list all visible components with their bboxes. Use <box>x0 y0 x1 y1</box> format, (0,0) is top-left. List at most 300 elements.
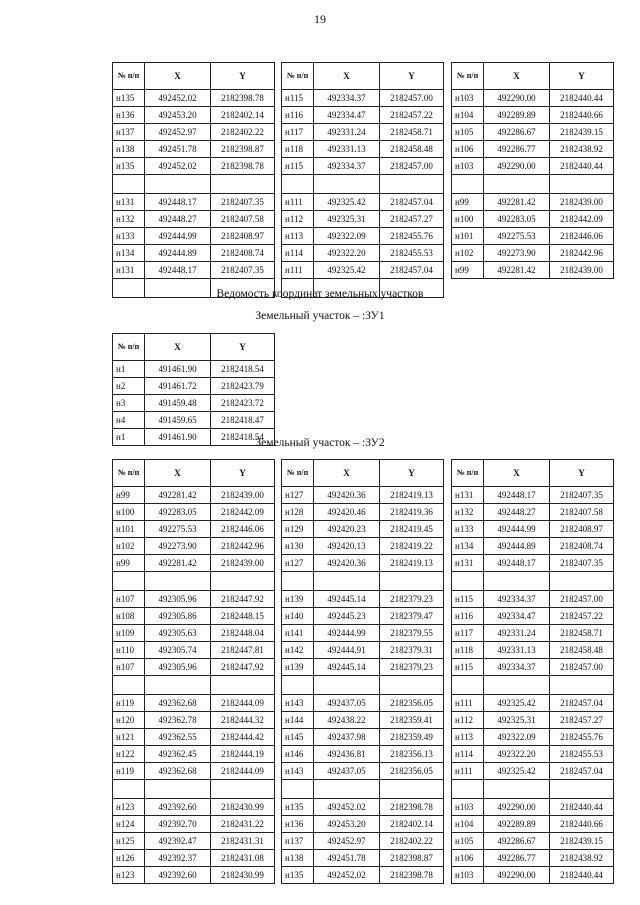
x-coordinate-cell: 492289.89 <box>484 107 550 124</box>
y-coordinate-cell: 2182407.58 <box>550 504 614 521</box>
table-row <box>113 799 275 816</box>
x-coordinate-cell: 492448.27 <box>484 504 550 521</box>
table-row <box>113 245 275 262</box>
y-coordinate-cell: 2182423.79 <box>211 378 275 395</box>
column-header-y: Y <box>211 460 275 487</box>
point-number-cell <box>282 676 314 695</box>
table-row <box>113 158 275 175</box>
x-coordinate-cell: 492331.13 <box>314 141 380 158</box>
table-row <box>113 228 275 245</box>
point-number-cell: н104 <box>452 816 484 833</box>
x-coordinate-cell: 492286.67 <box>484 124 550 141</box>
x-coordinate-cell: 492420.36 <box>314 487 380 504</box>
point-number-cell: н119 <box>113 695 145 712</box>
point-number-cell: н100 <box>113 504 145 521</box>
column-header-x: X <box>484 63 550 90</box>
x-coordinate-cell <box>314 780 380 799</box>
point-number-cell <box>282 780 314 799</box>
table-row <box>282 850 444 867</box>
x-coordinate-cell: 492448.17 <box>145 262 211 279</box>
point-number-cell: н116 <box>282 107 314 124</box>
table-row <box>113 107 275 124</box>
table-row <box>113 262 275 279</box>
table-row <box>452 245 614 262</box>
y-coordinate-cell <box>550 780 614 799</box>
x-coordinate-cell: 492289.89 <box>484 816 550 833</box>
table-row <box>452 141 614 158</box>
point-number-cell: н144 <box>282 712 314 729</box>
table-row <box>452 538 614 555</box>
x-coordinate-cell <box>484 175 550 194</box>
point-number-cell <box>113 676 145 695</box>
point-number-cell: н126 <box>113 850 145 867</box>
y-coordinate-cell: 2182408.97 <box>550 521 614 538</box>
y-coordinate-cell: 2182408.97 <box>211 228 275 245</box>
point-number-cell: н131 <box>113 262 145 279</box>
x-coordinate-cell: 492334.37 <box>314 90 380 107</box>
x-coordinate-cell: 492451.78 <box>314 850 380 867</box>
point-number-cell: н113 <box>452 729 484 746</box>
x-coordinate-cell: 492362.68 <box>145 763 211 780</box>
table-row-separator <box>452 572 614 591</box>
point-number-cell: н4 <box>113 412 145 429</box>
x-coordinate-cell: 492437.98 <box>314 729 380 746</box>
table-row <box>282 158 444 175</box>
table-row <box>113 141 275 158</box>
y-coordinate-cell: 2182379.23 <box>380 591 444 608</box>
x-coordinate-cell: 492362.68 <box>145 695 211 712</box>
point-number-cell: н100 <box>452 211 484 228</box>
point-number-cell: н99 <box>452 262 484 279</box>
table-row <box>452 867 614 884</box>
y-coordinate-cell: 2182408.74 <box>550 538 614 555</box>
table-row <box>282 608 444 625</box>
point-number-cell: н124 <box>113 816 145 833</box>
table-row <box>282 194 444 211</box>
x-coordinate-cell: 492438.22 <box>314 712 380 729</box>
x-coordinate-cell <box>145 175 211 194</box>
x-coordinate-cell: 492281.42 <box>145 487 211 504</box>
x-coordinate-cell: 492322.09 <box>484 729 550 746</box>
point-number-cell: н145 <box>282 729 314 746</box>
x-coordinate-cell: 492281.42 <box>484 194 550 211</box>
point-number-cell: н103 <box>452 867 484 884</box>
point-number-cell: н111 <box>282 194 314 211</box>
y-coordinate-cell: 2182447.92 <box>211 591 275 608</box>
table-row <box>452 107 614 124</box>
table-row <box>113 194 275 211</box>
table-row <box>452 695 614 712</box>
point-number-cell: н102 <box>452 245 484 262</box>
table-row-separator <box>113 676 275 695</box>
x-coordinate-cell: 492305.96 <box>145 591 211 608</box>
y-coordinate-cell: 2182440.44 <box>550 867 614 884</box>
y-coordinate-cell: 2182379.31 <box>380 642 444 659</box>
y-coordinate-cell: 2182419.13 <box>380 487 444 504</box>
point-number-cell: н99 <box>452 194 484 211</box>
point-number-cell: н131 <box>452 555 484 572</box>
table-row <box>282 695 444 712</box>
y-coordinate-cell: 2182440.44 <box>550 90 614 107</box>
x-coordinate-cell: 491461.72 <box>145 378 211 395</box>
y-coordinate-cell: 2182439.15 <box>550 124 614 141</box>
x-coordinate-cell: 492448.27 <box>145 211 211 228</box>
y-coordinate-cell: 2182418.54 <box>211 429 275 446</box>
y-coordinate-cell: 2182408.74 <box>211 245 275 262</box>
x-coordinate-cell: 492451.78 <box>145 141 211 158</box>
x-coordinate-cell: 492362.78 <box>145 712 211 729</box>
column-header-x: X <box>314 460 380 487</box>
table-row <box>113 659 275 676</box>
x-coordinate-cell: 492452.02 <box>145 90 211 107</box>
table-row <box>113 850 275 867</box>
y-coordinate-cell <box>550 676 614 695</box>
x-coordinate-cell: 492305.86 <box>145 608 211 625</box>
x-coordinate-cell: 492445.14 <box>314 659 380 676</box>
point-number-cell: н117 <box>282 124 314 141</box>
column-header-y: Y <box>380 460 444 487</box>
x-coordinate-cell: 492452.97 <box>314 833 380 850</box>
table-row <box>452 729 614 746</box>
x-coordinate-cell: 492281.42 <box>145 555 211 572</box>
x-coordinate-cell: 491459.65 <box>145 412 211 429</box>
table-row <box>113 729 275 746</box>
y-coordinate-cell: 2182444.09 <box>211 695 275 712</box>
y-coordinate-cell: 2182440.44 <box>550 799 614 816</box>
y-coordinate-cell: 2182379.47 <box>380 608 444 625</box>
x-coordinate-cell: 492392.60 <box>145 867 211 884</box>
x-coordinate-cell: 492448.17 <box>484 487 550 504</box>
table-row <box>113 361 275 378</box>
y-coordinate-cell: 2182379.55 <box>380 625 444 642</box>
table-row <box>452 504 614 521</box>
y-coordinate-cell: 2182457.04 <box>550 695 614 712</box>
y-coordinate-cell: 2182439.00 <box>211 487 275 504</box>
x-coordinate-cell: 492362.55 <box>145 729 211 746</box>
point-number-cell: н134 <box>452 538 484 555</box>
table-row <box>113 90 275 107</box>
table-row <box>452 521 614 538</box>
point-number-cell: н133 <box>113 228 145 245</box>
point-number-cell: н114 <box>282 245 314 262</box>
table-row <box>282 833 444 850</box>
x-coordinate-cell <box>484 676 550 695</box>
column-header-x: X <box>145 63 211 90</box>
table-row-separator <box>282 572 444 591</box>
x-coordinate-cell: 492452.02 <box>314 799 380 816</box>
y-coordinate-cell: 2182430.99 <box>211 799 275 816</box>
point-number-cell: н110 <box>113 642 145 659</box>
x-coordinate-cell: 492290.00 <box>484 158 550 175</box>
table-row <box>282 487 444 504</box>
point-number-cell: н103 <box>452 90 484 107</box>
y-coordinate-cell: 2182407.35 <box>211 262 275 279</box>
point-number-cell: н105 <box>452 833 484 850</box>
y-coordinate-cell: 2182419.45 <box>380 521 444 538</box>
table-row <box>282 124 444 141</box>
point-number-cell: н106 <box>452 141 484 158</box>
x-coordinate-cell: 492445.14 <box>314 591 380 608</box>
y-coordinate-cell: 2182447.92 <box>211 659 275 676</box>
x-coordinate-cell: 492392.37 <box>145 850 211 867</box>
table-row <box>282 799 444 816</box>
x-coordinate-cell: 491461.90 <box>145 429 211 446</box>
y-coordinate-cell: 2182440.44 <box>550 158 614 175</box>
point-number-cell: н135 <box>282 867 314 884</box>
coord-table-zu2-2 <box>281 459 444 884</box>
point-number-cell: н120 <box>113 712 145 729</box>
column-header-x: X <box>145 334 211 361</box>
y-coordinate-cell: 2182458.48 <box>550 642 614 659</box>
point-number-cell: н111 <box>282 262 314 279</box>
y-coordinate-cell: 2182402.22 <box>380 833 444 850</box>
y-coordinate-cell: 2182457.27 <box>380 211 444 228</box>
table-row <box>452 850 614 867</box>
table-row <box>113 412 275 429</box>
table-row <box>282 746 444 763</box>
table-row <box>452 746 614 763</box>
point-number-cell: н136 <box>282 816 314 833</box>
x-coordinate-cell: 492392.60 <box>145 799 211 816</box>
x-coordinate-cell: 492325.42 <box>484 763 550 780</box>
table-row <box>452 816 614 833</box>
y-coordinate-cell <box>550 175 614 194</box>
table-row <box>113 746 275 763</box>
table-row-separator <box>113 572 275 591</box>
y-coordinate-cell: 2182418.54 <box>211 361 275 378</box>
table-row <box>282 107 444 124</box>
statement-heading: Ведомость координат земельных участков <box>216 288 424 300</box>
y-coordinate-cell: 2182398.78 <box>211 90 275 107</box>
point-number-cell: н115 <box>282 90 314 107</box>
y-coordinate-cell: 2182419.13 <box>380 555 444 572</box>
table-row <box>113 625 275 642</box>
point-number-cell <box>113 175 145 194</box>
y-coordinate-cell <box>211 676 275 695</box>
column-header-num: № п/п <box>113 334 145 361</box>
point-number-cell: н143 <box>282 763 314 780</box>
y-coordinate-cell: 2182457.00 <box>550 591 614 608</box>
x-coordinate-cell: 492286.77 <box>484 141 550 158</box>
point-number-cell: н138 <box>282 850 314 867</box>
y-coordinate-cell: 2182423.72 <box>211 395 275 412</box>
y-coordinate-cell: 2182444.42 <box>211 729 275 746</box>
point-number-cell: н103 <box>452 158 484 175</box>
x-coordinate-cell: 492290.00 <box>484 799 550 816</box>
point-number-cell: н128 <box>282 504 314 521</box>
table-row <box>452 228 614 245</box>
table-row <box>452 124 614 141</box>
table-row <box>113 833 275 850</box>
table-row <box>452 555 614 572</box>
x-coordinate-cell: 492392.47 <box>145 833 211 850</box>
table-row <box>282 521 444 538</box>
y-coordinate-cell: 2182407.35 <box>550 487 614 504</box>
y-coordinate-cell: 2182419.36 <box>380 504 444 521</box>
point-number-cell <box>452 676 484 695</box>
point-number-cell: н137 <box>113 124 145 141</box>
y-coordinate-cell: 2182446.06 <box>211 521 275 538</box>
table-row <box>452 625 614 642</box>
y-coordinate-cell: 2182398.87 <box>211 141 275 158</box>
x-coordinate-cell: 492273.90 <box>484 245 550 262</box>
point-number-cell: н102 <box>113 538 145 555</box>
y-coordinate-cell: 2182359.49 <box>380 729 444 746</box>
y-coordinate-cell: 2182447.81 <box>211 642 275 659</box>
table-row <box>113 487 275 504</box>
table-row <box>113 504 275 521</box>
point-number-cell: н130 <box>282 538 314 555</box>
table-row <box>113 521 275 538</box>
x-coordinate-cell: 492305.96 <box>145 659 211 676</box>
table-row <box>452 487 614 504</box>
x-coordinate-cell: 492420.13 <box>314 538 380 555</box>
table-row-separator <box>282 676 444 695</box>
table-row <box>282 245 444 262</box>
y-coordinate-cell: 2182359.41 <box>380 712 444 729</box>
point-number-cell: н123 <box>113 799 145 816</box>
x-coordinate-cell: 492286.77 <box>484 850 550 867</box>
point-number-cell: н137 <box>282 833 314 850</box>
point-number-cell: н112 <box>452 712 484 729</box>
table-row <box>452 642 614 659</box>
y-coordinate-cell: 2182431.08 <box>211 850 275 867</box>
y-coordinate-cell: 2182439.15 <box>550 833 614 850</box>
table-row <box>452 591 614 608</box>
y-coordinate-cell: 2182398.78 <box>380 867 444 884</box>
x-coordinate-cell: 492420.23 <box>314 521 380 538</box>
point-number-cell: н107 <box>113 659 145 676</box>
x-coordinate-cell: 492275.53 <box>484 228 550 245</box>
point-number-cell: н114 <box>452 746 484 763</box>
x-coordinate-cell: 492444.99 <box>484 521 550 538</box>
point-number-cell: н132 <box>452 504 484 521</box>
coord-table-zu2-3 <box>451 459 614 884</box>
table-row <box>282 867 444 884</box>
x-coordinate-cell: 492331.24 <box>314 124 380 141</box>
point-number-cell: н135 <box>113 90 145 107</box>
point-number-cell: н143 <box>282 695 314 712</box>
table-row-separator <box>113 780 275 799</box>
x-coordinate-cell: 492322.20 <box>314 245 380 262</box>
y-coordinate-cell: 2182442.96 <box>550 245 614 262</box>
y-coordinate-cell: 2182444.19 <box>211 746 275 763</box>
column-header-num: № п/п <box>113 63 145 90</box>
x-coordinate-cell: 492273.90 <box>145 538 211 555</box>
y-coordinate-cell: 2182455.53 <box>550 746 614 763</box>
y-coordinate-cell: 2182457.04 <box>380 262 444 279</box>
y-coordinate-cell: 2182438.92 <box>550 850 614 867</box>
coord-table-zu2-1 <box>112 459 275 884</box>
y-coordinate-cell: 2182430.99 <box>211 867 275 884</box>
point-number-cell: н129 <box>282 521 314 538</box>
x-coordinate-cell: 492334.47 <box>484 608 550 625</box>
x-coordinate-cell: 492334.47 <box>314 107 380 124</box>
y-coordinate-cell: 2182440.66 <box>550 816 614 833</box>
x-coordinate-cell: 492334.37 <box>484 591 550 608</box>
point-number-cell: н106 <box>452 850 484 867</box>
column-header-num: № п/п <box>113 460 145 487</box>
x-coordinate-cell: 492452.02 <box>145 158 211 175</box>
point-number-cell: н134 <box>113 245 145 262</box>
table-row-separator <box>113 175 275 194</box>
point-number-cell: н112 <box>282 211 314 228</box>
y-coordinate-cell: 2182439.00 <box>550 194 614 211</box>
table-row <box>113 591 275 608</box>
x-coordinate-cell: 492452.97 <box>145 124 211 141</box>
y-coordinate-cell: 2182444.09 <box>211 763 275 780</box>
point-number-cell: н139 <box>282 591 314 608</box>
coord-table-top-3 <box>451 62 614 279</box>
y-coordinate-cell: 2182431.31 <box>211 833 275 850</box>
y-coordinate-cell: 2182457.00 <box>380 158 444 175</box>
x-coordinate-cell: 492334.37 <box>484 659 550 676</box>
point-number-cell: н138 <box>113 141 145 158</box>
point-number-cell <box>113 572 145 591</box>
y-coordinate-cell: 2182418.47 <box>211 412 275 429</box>
y-coordinate-cell: 2182457.22 <box>380 107 444 124</box>
point-number-cell: н1 <box>113 429 145 446</box>
y-coordinate-cell: 2182398.87 <box>380 850 444 867</box>
y-coordinate-cell: 2182457.00 <box>380 90 444 107</box>
x-coordinate-cell: 492453.20 <box>314 816 380 833</box>
table-row <box>452 659 614 676</box>
column-header-num: № п/п <box>452 460 484 487</box>
x-coordinate-cell: 492334.37 <box>314 158 380 175</box>
column-header-num: № п/п <box>282 63 314 90</box>
table-row-separator <box>452 676 614 695</box>
point-number-cell: н141 <box>282 625 314 642</box>
point-number-cell: н123 <box>113 867 145 884</box>
point-number-cell: н118 <box>452 642 484 659</box>
table-row <box>113 608 275 625</box>
x-coordinate-cell: 492444.91 <box>314 642 380 659</box>
x-coordinate-cell: 492362.45 <box>145 746 211 763</box>
point-number-cell: н111 <box>452 695 484 712</box>
table-row <box>282 816 444 833</box>
point-number-cell: н135 <box>282 799 314 816</box>
table-row <box>113 395 275 412</box>
x-coordinate-cell <box>484 572 550 591</box>
point-number-cell <box>282 572 314 591</box>
table-row <box>282 555 444 572</box>
y-coordinate-cell: 2182442.96 <box>211 538 275 555</box>
column-header-x: X <box>145 460 211 487</box>
table-row <box>452 763 614 780</box>
table-row <box>452 158 614 175</box>
point-number-cell: н135 <box>113 158 145 175</box>
column-header-x: X <box>314 63 380 90</box>
x-coordinate-cell: 492452.02 <box>314 867 380 884</box>
point-number-cell: н2 <box>113 378 145 395</box>
point-number-cell: н99 <box>113 555 145 572</box>
column-header-y: Y <box>211 334 275 361</box>
point-number-cell: н117 <box>452 625 484 642</box>
point-number-cell: н109 <box>113 625 145 642</box>
point-number-cell: н113 <box>282 228 314 245</box>
table-row <box>282 625 444 642</box>
table-row-separator <box>282 175 444 194</box>
x-coordinate-cell: 492444.89 <box>484 538 550 555</box>
x-coordinate-cell <box>145 572 211 591</box>
x-coordinate-cell <box>314 676 380 695</box>
point-number-cell: н142 <box>282 642 314 659</box>
table-row <box>282 763 444 780</box>
x-coordinate-cell: 492331.13 <box>484 642 550 659</box>
column-header-y: Y <box>550 460 614 487</box>
table-row <box>282 262 444 279</box>
table-row <box>282 141 444 158</box>
